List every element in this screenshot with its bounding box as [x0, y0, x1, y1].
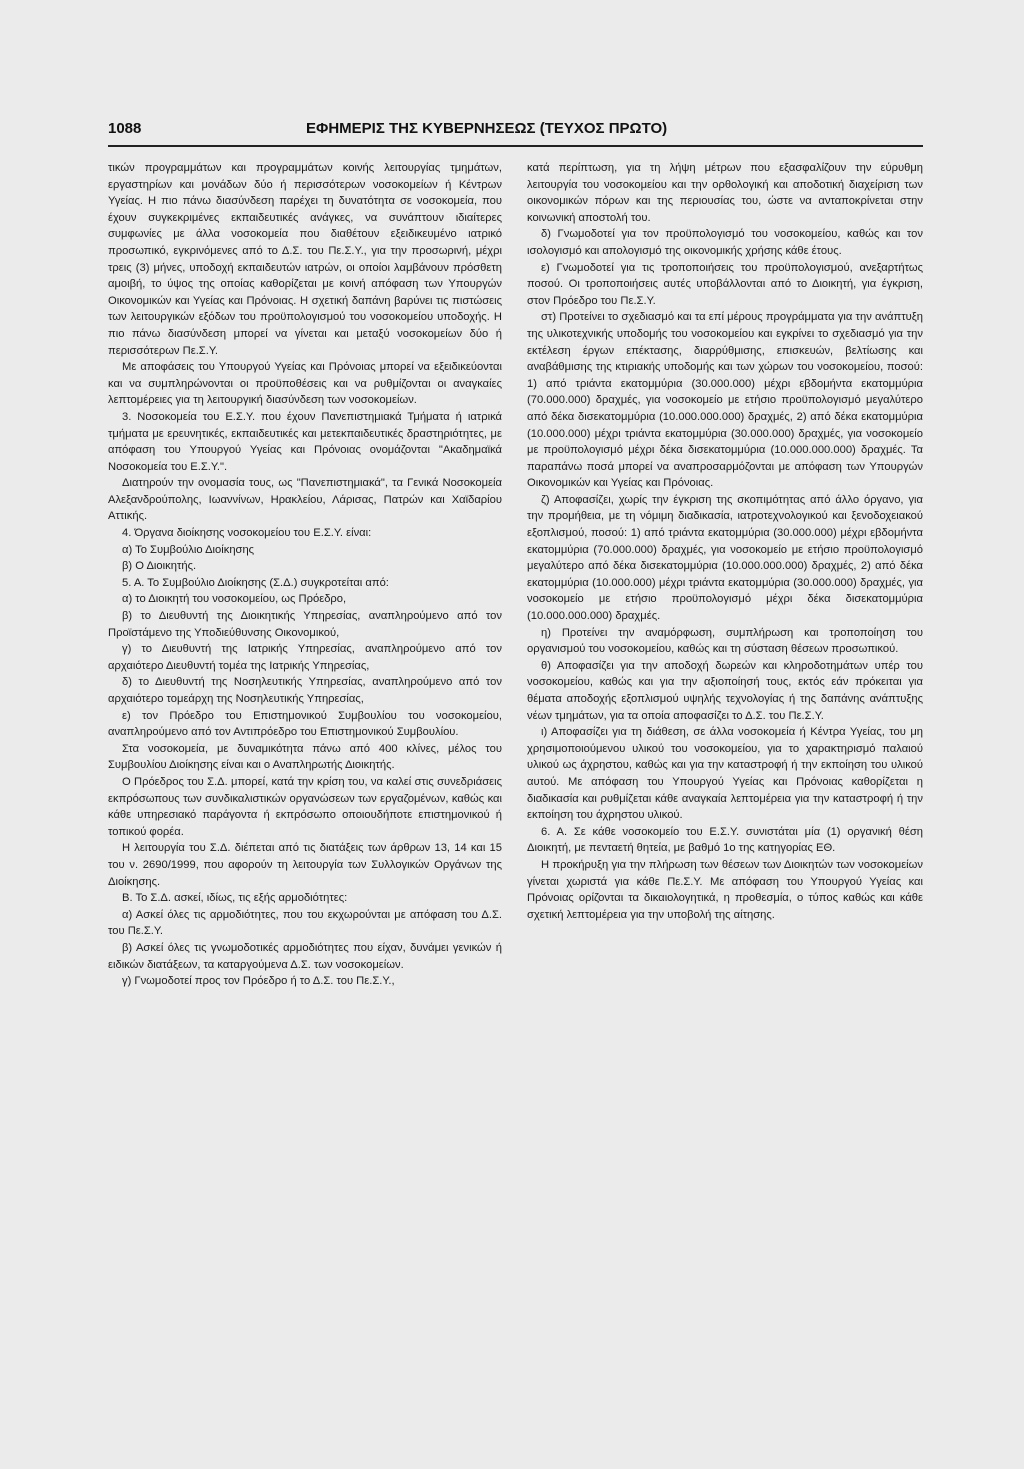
paragraph: α) Το Συμβούλιο Διοίκησης — [122, 543, 255, 556]
paragraph: 6. Α. Σε κάθε νοσοκομείο του Ε.Σ.Υ. συνιστάται μία (1) οργανική θέση Διοικητή, με πενταετή θητεία, με βαθμό 1ο της κατηγορίας ΕΘ. — [527, 825, 923, 855]
paragraph: ζ) Αποφασίζει, χωρίς την έγκριση της σκοπιμότητας από άλλο όργανο, για την προμήθεια, με τη νόμιμη διαδικασία, ιατροτεχνολογικού και ξενοδοχειακού εξοπλισμού, ποσού: 1) από τριάντα εκατομμύρια (30.000.000) μέχρι εβδομήντα εκατομμύρια (70.000.000) δραχμές, για νοσοκομείο με ετήσιο προϋπολογισμό μεγαλύτερο από δέκα δισεκατομμύρια (10.000.000.000) δραχμές, 2) από δέκα εκατομμύρια (10.000.000) μέχρι τριάντα εκατομμύρια (30.000.000) δραχμές, για νοσοκομείο με ετήσιο προϋπολογισμό μέχρι δέκα δισεκατομμύρια (10.000.000.000) δραχμές. — [527, 493, 923, 623]
running-title: ΕΦΗΜΕΡΙΣ ΤΗΣ ΚΥΒΕΡΝΗΣΕΩΣ (ΤΕΥΧΟΣ ΠΡΩΤΟ) — [306, 120, 668, 137]
paragraph: ε) Γνωμοδοτεί για τις τροποποιήσεις του προϋπολογισμού, ανεξαρτήτως ποσού. Οι τροποποιήσεις αυτές υποβάλλονται από το Διοικητή, για έγκριση, στον Πρόεδρο του Πε.Σ.Υ. — [527, 261, 923, 307]
paragraph: γ) Γνωμοδοτεί προς τον Πρόεδρο ή το Δ.Σ. του Πε.Σ.Υ., — [122, 975, 395, 988]
paragraph: 3. Νοσοκομεία του Ε.Σ.Υ. που έχουν Πανεπιστημιακά Τμήματα ή ιατρικά τμήματα με ερευνητικές, εκπαιδευτικές και μετεκπαιδευτικές δραστηριότητες, με απόφαση του Υπουργού Υγείας και Πρόνοιας ονομάζονται "Ακαδημαϊκά Νοσοκομεία του Ε.Σ.Υ.". — [108, 410, 502, 473]
paragraph: α) Ασκεί όλες τις αρμοδιότητες, που του εκχωρούνται με απόφαση του Δ.Σ. του Πε.Σ.Υ. — [108, 908, 502, 938]
paragraph: Ο Πρόεδρος του Σ.Δ. μπορεί, κατά την κρίση του, να καλεί στις συνεδριάσεις εκπρόσωπους των συνδικαλιστικών οργανώσεων των εργαζομένων, καθώς και κάθε υπηρεσιακό παράγοντα ή εκπρόσωπο οποιουδήποτε επιστημονικού ή τοπικού φορέα. — [108, 775, 502, 838]
right-column — [527, 160, 923, 923]
paragraph: ι) Αποφασίζει για τη διάθεση, σε άλλα νοσοκομεία ή Κέντρα Υγείας, του μη χρησιμοποιούμενου υλικού του νοσοκομείου, για το χαρακτηρισμό παλαιού υλικού ως άχρηστου, καθώς και για την καταστροφή ή την εκποίηση του υλικού αυτού. Με απόφαση του Υπουργού Υγείας και Πρόνοιας καθορίζεται η διαδικασία και ρυθμίζεται κάθε αναγκαία λεπτομέρεια για την καταστροφή ή την εκποίηση του άχρηστου υλικού. — [527, 726, 923, 822]
paragraph: η) Προτείνει την αναμόρφωση, συμπλήρωση και τροποποίηση του οργανισμού του νοσοκομείου, καθώς και τη σύσταση θέσεων προσωπικού. — [527, 626, 923, 656]
paragraph: δ) Γνωμοδοτεί για τον προϋπολογισμό του νοσοκομείου, καθώς και τον ισολογισμό και απολογισμό της οικονομικής χρήσης κάθε έτους. — [527, 228, 923, 257]
paragraph: β) Ο Διοικητής. — [122, 560, 197, 573]
paragraph: ε) τον Πρόεδρο του Επιστημονικού Συμβουλίου του νοσοκομείου, αναπληρούμενο από τον Αντιπρόεδρο του Επιστημονικού Συμβουλίου. — [108, 709, 502, 739]
page-number: 1088 — [108, 120, 142, 137]
paragraph: Η προκήρυξη για την πλήρωση των θέσεων των Διοικητών των νοσοκομείων γίνεται χωριστά για κάθε Πε.Σ.Υ. Με απόφαση του Υπουργού Υγείας και Πρόνοιας ορίζονται τα δικαιολογητικά, η προθεσμία, ο τύπος καθώς και κάθε σχετική λεπτομέρεια για την υποβολή της αίτησης. — [527, 858, 923, 921]
paragraph: Με αποφάσεις του Υπουργού Υγείας και Πρόνοιας μπορεί να εξειδικεύονται και να συμπληρώνονται οι προϋποθέσεις και να ρυθμίζονται οι αναγκαίες λεπτομέρειες για τη λειτουργική διασύνδεση των νοσοκομείων. — [108, 361, 502, 407]
left-column — [108, 160, 502, 990]
paragraph: α) το Διοικητή του νοσοκομείου, ως Πρόεδρο, — [122, 593, 347, 606]
paragraph: Β. Το Σ.Δ. ασκεί, ιδίως, τις εξής αρμοδιότητες: — [122, 892, 348, 905]
paragraph: δ) το Διευθυντή της Νοσηλευτικής Υπηρεσίας, αναπληρούμενο από τον αρχαιότερο τομεάρχη της Νοσηλευτικής Υπηρεσίας, — [108, 676, 502, 705]
paragraph: στ) Προτείνει το σχεδιασμό και τα επί μέρους προγράμματα για την ανάπτυξη της υλικοτεχνικής υποδομής του νοσοκομείου και εγκρίνει το σχεδιασμό για την εκτέλεση έργων επέκτασης, διαρρύθμισης, επισκευών, βελτίωσης και αναβάθμισης της κτιριακής υποδομής και των χώρων του νοσοκομείου, ποσού: 1) από τριάντα εκατομμύρια (30.000.000) μέχρι εβδομήντα εκατομμύρια (70.000.000) δραχμές, για νοσοκομείο με ετήσιο προϋπολογισμό μεγαλύτερο από δέκα δισεκατομμύρια (10.000.000.000) δραχμές, 2) από δέκα εκατομμύρια (10.000.000) μέχρι τριάντα εκατομμύρια (30.000.000) δραχμές, για νοσοκομείο με προϋπολογισμό μέχρι δέκα δισεκατομμύρια (10.000.000.000) δραχμές. Τα παραπάνω ποσά μπορεί να αναπροσαρμόζονται με απόφαση των Υπουργών Οικονομικών και Υγείας και Πρόνοιας. — [527, 311, 923, 490]
paragraph: 5. Α. Το Συμβούλιο Διοίκησης (Σ.Δ.) συγκροτείται από: — [122, 576, 389, 589]
paragraph: Η λειτουργία του Σ.Δ. διέπεται από τις διατάξεις των άρθρων 13, 14 και 15 του ν. 2690/1999, που αφορούν τη λειτουργία των Συλλογικών Οργάνων της Διοίκησης. — [108, 842, 502, 888]
paragraph: θ) Αποφασίζει για την αποδοχή δωρεών και κληροδοτημάτων υπέρ του νοσοκομείου, καθώς και για την αξιοποίησή τους, εκτός εάν πρόκειται για θέματα αποδοχής εξοπλισμού υψηλής τεχνολογίας ή της δαπάνης ανάπτυξης νέων τμημάτων, για τα οποία αποφασίζει το Δ.Σ. του Πε.Σ.Υ. — [527, 659, 923, 722]
header-rule — [108, 145, 923, 147]
paragraph: κατά περίπτωση, για τη λήψη μέτρων που εξασφαλίζουν την εύρυθμη λειτουργία του νοσοκομείου και την ορθολογική και αποδοτική διαχείριση των οικονομικών πόρων και της περιουσίας του, ώστε να ανταποκρίνεται στην κοινωνική αποστολή του. — [527, 162, 923, 224]
page-header — [108, 120, 923, 146]
paragraph: β) το Διευθυντή της Διοικητικής Υπηρεσίας, αναπληρούμενο από τον Προϊστάμενο της Υποδιεύθυνσης Οικονομικού, — [108, 610, 502, 639]
paragraph: 4. Όργανα διοίκησης νοσοκομείου του Ε.Σ.Υ. είναι: — [122, 527, 372, 540]
paragraph: τικών προγραμμάτων και προγραμμάτων κοινής λειτουργίας τμημάτων, εργαστηρίων και μονάδων δύο ή περισσότερων νοσοκομείων ή Κέντρων Υγείας. Η πιο πάνω διασύνδεση παρέχει τη δυνατότητα σε νοσοκομεία, που έχουν συγκεκριμένες εκπαιδευτικές ανάγκες, να συνάπτουν ιδιαίτερες συμφωνίες με άλλα νοσοκομεία που διαθέτουν εξειδικευμένο ιατρικό προσωπικό, εγκρινόμενες από το Δ.Σ. του Πε.Σ.Υ., για την προσωρινή, μέχρι τρεις (3) μήνες, υποδοχή εκπαιδευτών ιατρών, οι οποίοι λαμβάνουν πρόσθετη αμοιβή, το ύψος της οποίας καθορίζεται με κοινή απόφαση των Υπουργών Οικονομικών και Υγείας και Πρόνοιας. Η σχετική δαπάνη βαρύνει τις πιστώσεις των λειτουργικών εξόδων του προϋπολογισμού του νοσοκομείου υποδοχής. Η πιο πάνω διασύνδεση μπορεί να γίνεται και μεταξύ νοσοκομείων δύο ή περισσότερων Πε.Σ.Υ. — [108, 162, 502, 357]
paragraph: Στα νοσοκομεία, με δυναμικότητα πάνω από 400 κλίνες, μέλος του Συμβουλίου Διοίκησης είναι και ο Αναπληρωτής Διοικητής. — [108, 742, 502, 772]
paragraph: γ) το Διευθυντή της Ιατρικής Υπηρεσίας, αναπληρούμενο από τον αρχαιότερο Διευθυντή τομέα της Ιατρικής Υπηρεσίας, — [108, 643, 502, 672]
paragraph: β) Ασκεί όλες τις γνωμοδοτικές αρμοδιότητες που είχαν, δυνάμει γενικών ή ειδικών διατάξεων, τα καταργούμενα Δ.Σ. των νοσοκομείων. — [108, 941, 502, 971]
paragraph: Διατηρούν την ονομασία τους, ως "Πανεπιστημιακά", τα Γενικά Νοσοκομεία Αλεξανδρούπολης, Ιωαννίνων, Ηρακλείου, Λάρισας, Πατρών και Χαϊδαρίου Αττικής. — [108, 477, 502, 523]
